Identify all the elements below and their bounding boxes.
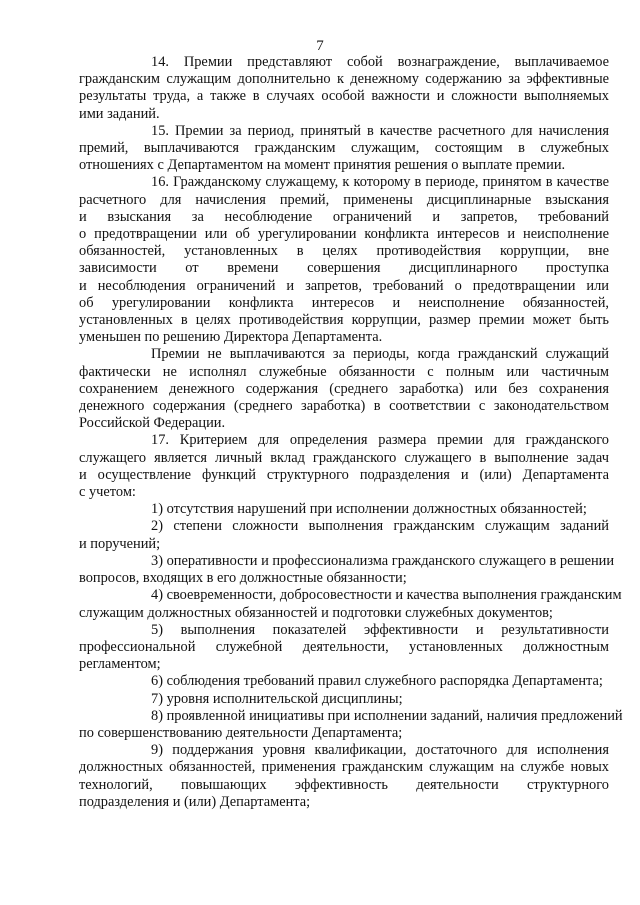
- text-line: служащего является личный вклад гражданского служащего в выполнение задач: [79, 449, 609, 466]
- page-number: 7: [316, 38, 324, 54]
- paragraph: [79, 54, 609, 123]
- text-line: 16. Гражданскому служащему, к которому в периоде, принятом в качестве: [151, 174, 609, 191]
- text-line: Премии не выплачиваются за периоды, когда гражданский служащий: [151, 346, 609, 363]
- paragraph: [79, 123, 609, 175]
- paragraph: [79, 432, 609, 501]
- text-line: об урегулировании конфликта интересов и неисполнение обязанностей,: [79, 294, 609, 311]
- text-line: установленных в целях противодействия коррупции, размер премии может быть: [79, 312, 609, 329]
- text-line: 17. Критерием для определения размера премии для гражданского: [151, 432, 609, 449]
- paragraph: [79, 552, 615, 587]
- text-line: фактически не исполнял служебные обязанности с полным или частичным: [79, 363, 609, 380]
- document-body: [79, 54, 623, 811]
- text-line: и осуществление функций структурного подразделения и (или) Департамента: [79, 466, 609, 483]
- text-line: премий, выплачиваются гражданским служащим, состоящим в служебных: [79, 140, 609, 157]
- text-line: уменьшен по решению Директора Департамента.: [79, 329, 383, 346]
- text-line: о предотвращении или об урегулировании конфликта интересов и неисполнение: [79, 226, 609, 243]
- paragraph: [79, 742, 609, 811]
- text-line: Российской Федерации.: [79, 415, 226, 432]
- text-line: 9) поддержания уровня квалификации, достаточного для исполнения: [151, 742, 609, 759]
- text-line: 1) отсутствия нарушений при исполнении должностных обязанностей;: [151, 501, 587, 518]
- text-line: зависимости от времени совершения дисциплинарного проступка: [79, 260, 609, 277]
- paragraph: [79, 622, 609, 674]
- text-line: денежного содержания (среднего заработка) в соответствии с законодательством: [79, 398, 609, 415]
- text-line: с учетом:: [79, 484, 136, 501]
- text-line: 8) проявленной инициативы при исполнении заданий, наличия предложений: [151, 707, 623, 724]
- paragraph: [79, 707, 623, 742]
- paragraph: [79, 673, 609, 690]
- text-line: 7) уровня исполнительской дисциплины;: [151, 690, 403, 707]
- text-line: регламентом;: [79, 656, 161, 673]
- text-line: 3) оперативности и профессионализма гражданского служащего в решении: [151, 552, 615, 569]
- text-line: должностных обязанностей, применения гражданским служащим на службе новых: [79, 759, 609, 776]
- text-line: и взыскания за несоблюдение ограничений и запретов, требований: [79, 208, 609, 225]
- paragraph: [79, 518, 609, 552]
- text-line: 14. Премии представляют собой вознаграждение, выплачиваемое: [151, 54, 609, 70]
- paragraph: [79, 691, 609, 708]
- text-line: подразделения и (или) Департамента;: [79, 793, 311, 810]
- text-line: и поручений;: [79, 535, 161, 552]
- text-line: и несоблюдения ограничений и запретов, требований о предотвращении или: [79, 277, 609, 294]
- text-line: ими заданий.: [79, 105, 160, 122]
- text-line: обязанностей, установленных в целях противодействия коррупции, вне: [79, 243, 609, 260]
- text-line: сохранением денежного содержания (среднего заработка) или без сохранения: [79, 380, 609, 397]
- text-line: по совершенствованию деятельности Департамента;: [79, 724, 403, 741]
- text-line: отношениях с Департаментом на момент принятия решения о выплате премии.: [79, 157, 566, 174]
- text-line: служащим должностных обязанностей и подготовки служебных документов;: [79, 604, 553, 621]
- text-line: 2) степени сложности выполнения гражданским служащим заданий: [151, 518, 609, 535]
- paragraph: [79, 346, 609, 432]
- text-line: 4) своевременности, добросовестности и качества выполнения гражданским: [151, 587, 622, 604]
- text-line: гражданским служащим дополнительно к денежному содержанию за эффективные: [79, 71, 609, 88]
- text-line: результаты труда, а также в случаях особой важности и сложности выполняемых: [79, 88, 609, 105]
- text-line: расчетного для начисления премий, применены дисциплинарные взыскания: [79, 191, 609, 208]
- text-line: 15. Премии за период, принятый в качестве расчетного для начисления: [151, 122, 609, 139]
- paragraph: [79, 501, 609, 518]
- text-line: технологий, повышающих эффективность деятельности структурного: [79, 776, 609, 793]
- text-line: 5) выполнения показателей эффективности и результативности: [151, 621, 609, 638]
- text-line: 6) соблюдения требований правил служебного распорядка Департамента;: [151, 673, 603, 690]
- paragraph: [79, 174, 609, 346]
- text-line: профессиональной служебной деятельности, установленных должностным: [79, 638, 609, 655]
- text-line: вопросов, входящих в его должностные обязанности;: [79, 570, 407, 587]
- paragraph: [79, 587, 622, 621]
